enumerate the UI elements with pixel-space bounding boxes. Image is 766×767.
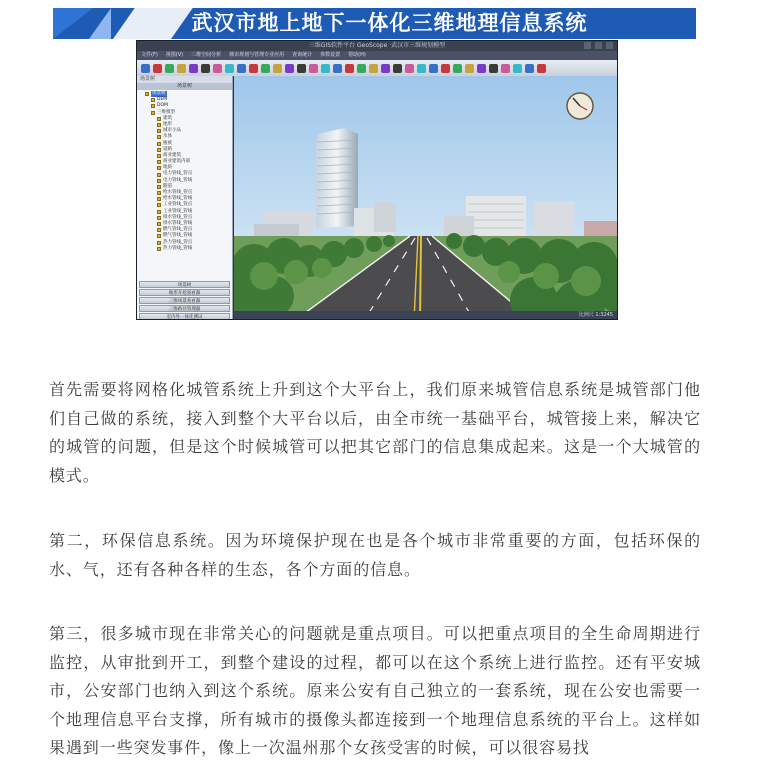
toolbar-tool-icon[interactable] — [225, 64, 234, 73]
panel-button[interactable]: 地形开挖查看器 — [139, 289, 230, 296]
toolbar-tool-icon[interactable] — [213, 64, 222, 73]
panel-button[interactable]: 室内外一体化测试 — [139, 313, 230, 320]
tree-item-label: 工业管线_管线 — [163, 208, 193, 214]
folder-icon — [145, 92, 149, 96]
toolbar-tool-icon[interactable] — [333, 64, 342, 73]
status-bar: 比例尺 1:3245 — [234, 311, 618, 319]
tree-item-label: 三维模型 — [157, 109, 175, 115]
folder-icon — [157, 185, 161, 189]
toolbar-tool-icon[interactable] — [285, 64, 294, 73]
tree-item-label: 给水管线_管线 — [163, 196, 193, 202]
folder-icon — [157, 234, 161, 238]
folder-icon — [157, 210, 161, 214]
menu-item[interactable]: 视图(V) — [165, 52, 184, 58]
tree-item-label: 燃气管线_管线 — [163, 233, 193, 239]
toolbar-tool-icon[interactable] — [297, 64, 306, 73]
tree-item-label: 场景树 — [152, 91, 166, 96]
window-controls — [584, 42, 613, 49]
menu-bar — [137, 51, 617, 60]
tree-item-label: 热力管线_管点 — [163, 239, 193, 245]
folder-icon — [151, 98, 155, 102]
folder-icon — [151, 104, 155, 108]
tree-item-label: 植被 — [163, 140, 172, 146]
folder-icon — [157, 203, 161, 207]
tree-item-label: DEM — [157, 97, 168, 103]
folder-icon — [157, 179, 161, 183]
tree-item-label: 隧道 — [163, 183, 172, 189]
tree-item-label: 电力管线_管线 — [163, 177, 193, 183]
window-title: 三维GIS软件平台 GeoScope ·武汉市三维规划模型 — [137, 41, 617, 51]
folder-icon — [157, 216, 161, 220]
folder-icon — [157, 241, 161, 245]
toolbar-tool-icon[interactable] — [417, 64, 426, 73]
scene-tree — [137, 90, 232, 252]
toolbar-tool-icon[interactable] — [141, 64, 150, 73]
toolbar-tool-icon[interactable] — [465, 64, 474, 73]
toolbar-tool-icon[interactable] — [201, 64, 210, 73]
toolbar-tool-icon[interactable] — [273, 64, 282, 73]
folder-icon — [157, 129, 161, 133]
tree-item-label: 城市小品 — [163, 128, 181, 134]
toolbar-tool-icon[interactable] — [393, 64, 402, 73]
toolbar-tool-icon[interactable] — [189, 64, 198, 73]
folder-icon — [157, 197, 161, 201]
toolbar-tool-icon[interactable] — [477, 64, 486, 73]
toolbar-tool-icon[interactable] — [441, 64, 450, 73]
tree-item-label: 商业建筑内部 — [163, 159, 190, 165]
toolbar-tool-icon[interactable] — [513, 64, 522, 73]
tree-item-label: 道路 — [163, 146, 172, 152]
toolbar-tool-icon[interactable] — [489, 64, 498, 73]
paragraph-key-projects: 第三，很多城市现在非常关心的问题就是重点项目。可以把重点项目的全生命周期进行监控，从审批到开工，到整个建设的过程，都可以在这个系统上进行监控。还有平安城市，公安部门也纳入到这个系统。原来公安有自己独立的一套系统，现在公安也需要一个地理信息平台支撑，所有城市的摄像头都连接到一个地理信息系统的平台上。这样如果遇到一些突发事件，像上一次温州那个女孩受害的时候，可以很容易找 — [49, 624, 701, 758]
panel-button[interactable]: 场景树 — [139, 281, 230, 288]
tree-item-label: DOM — [157, 103, 168, 109]
folder-icon — [157, 228, 161, 232]
folder-icon — [157, 247, 161, 251]
toolbar-tool-icon[interactable] — [309, 64, 318, 73]
tree-item-label: 排水管线_管线 — [163, 220, 193, 226]
tree-item-label: 水体 — [163, 134, 172, 140]
folder-icon — [157, 142, 161, 146]
toolbar-tool-icon[interactable] — [453, 64, 462, 73]
folder-icon — [157, 123, 161, 127]
toolbar-tool-icon[interactable] — [321, 64, 330, 73]
folder-icon — [157, 191, 161, 195]
tree-item-label: 地形 — [163, 121, 172, 127]
panel-button[interactable]: 三维路径管理器 — [139, 305, 230, 312]
toolbar-tool-icon[interactable] — [405, 64, 414, 73]
tree-item-label: 建筑 — [163, 115, 172, 121]
toolbar-tool-icon[interactable] — [501, 64, 510, 73]
tree-item-label: 商业建筑 — [163, 152, 181, 158]
panel-title: 场景树 — [137, 76, 232, 83]
folder-icon — [157, 154, 161, 158]
menu-item[interactable]: 帮助(H) — [348, 52, 366, 58]
close-icon — [606, 42, 613, 49]
tree-item-label: 热力管线_管线 — [163, 245, 193, 251]
title-banner — [53, 8, 696, 39]
tree-item-label: 燃气管线_管点 — [163, 227, 193, 233]
toolbar-tool-icon[interactable] — [357, 64, 366, 73]
folder-icon — [151, 111, 155, 115]
toolbar — [137, 60, 617, 76]
3d-city-view — [234, 76, 618, 320]
tower-building — [316, 128, 358, 228]
folder-icon — [157, 160, 161, 164]
toolbar-tool-icon[interactable] — [177, 64, 186, 73]
folder-icon — [157, 166, 161, 170]
scene-tree-panel — [137, 76, 233, 320]
tree-item[interactable] — [143, 246, 232, 252]
folder-icon — [157, 148, 161, 152]
menu-item[interactable]: 查询统计 — [292, 52, 313, 58]
folder-icon — [157, 135, 161, 139]
banner-title: 武汉市地上地下一体化三维地理信息系统 — [191, 11, 588, 35]
tree-item-label: 电力管线_管点 — [163, 171, 193, 177]
folder-icon — [157, 117, 161, 121]
paragraph-environment: 第二，环保信息系统。因为环境保护现在也是各个城市非常重要的方面，包括环保的水、气，还有各种各样的生态，各个方面的信息。 — [49, 531, 701, 579]
toolbar-tool-icon[interactable] — [153, 64, 162, 73]
compass-icon — [567, 93, 593, 119]
maximize-icon — [595, 42, 602, 49]
toolbar-tool-icon[interactable] — [369, 64, 378, 73]
toolbar-tool-icon[interactable] — [537, 64, 546, 73]
toolbar-tool-icon[interactable] — [381, 64, 390, 73]
software-screenshot — [136, 40, 618, 320]
toolbar-tool-icon[interactable] — [429, 64, 438, 73]
panel-buttons — [137, 280, 232, 320]
menu-item[interactable]: 文件(F) — [141, 52, 158, 58]
toolbar-tool-icon[interactable] — [249, 64, 258, 73]
tree-item-label: 工业管线_管点 — [163, 202, 193, 208]
city-scene-image — [234, 76, 618, 320]
menu-item[interactable]: 城市规划与管理专业应用 — [229, 52, 285, 58]
toolbar-tool-icon[interactable] — [525, 64, 534, 73]
menu-item[interactable]: 参数设置 — [320, 52, 341, 58]
minimize-icon — [584, 42, 591, 49]
toolbar-tool-icon[interactable] — [165, 64, 174, 73]
paragraph-urban-management: 首先需要将网格化城管系统上升到这个大平台上，我们原来城管信息系统是城管部门他们自己做的系统，接入到整个大平台以后，由全市统一基础平台，城管接上来，解决它的城管的问题，但是这个时候城管可以把其它部门的信息集成起来。这是一个大城管的模式。 — [49, 380, 701, 485]
folder-icon — [157, 222, 161, 226]
tree-item-label: 地质 — [163, 165, 172, 171]
panel-tab: 场景树 — [137, 83, 232, 90]
tree-item-label: 给水管线_管点 — [163, 190, 193, 195]
menu-item[interactable]: 三维空间分析 — [191, 52, 222, 58]
tree-item-label: 排水管线_管点 — [163, 214, 193, 220]
toolbar-tool-icon[interactable] — [237, 64, 246, 73]
folder-icon — [157, 173, 161, 177]
toolbar-tool-icon[interactable] — [261, 64, 270, 73]
toolbar-tool-icon[interactable] — [345, 64, 354, 73]
panel-button[interactable]: 三维场景查看器 — [139, 297, 230, 304]
